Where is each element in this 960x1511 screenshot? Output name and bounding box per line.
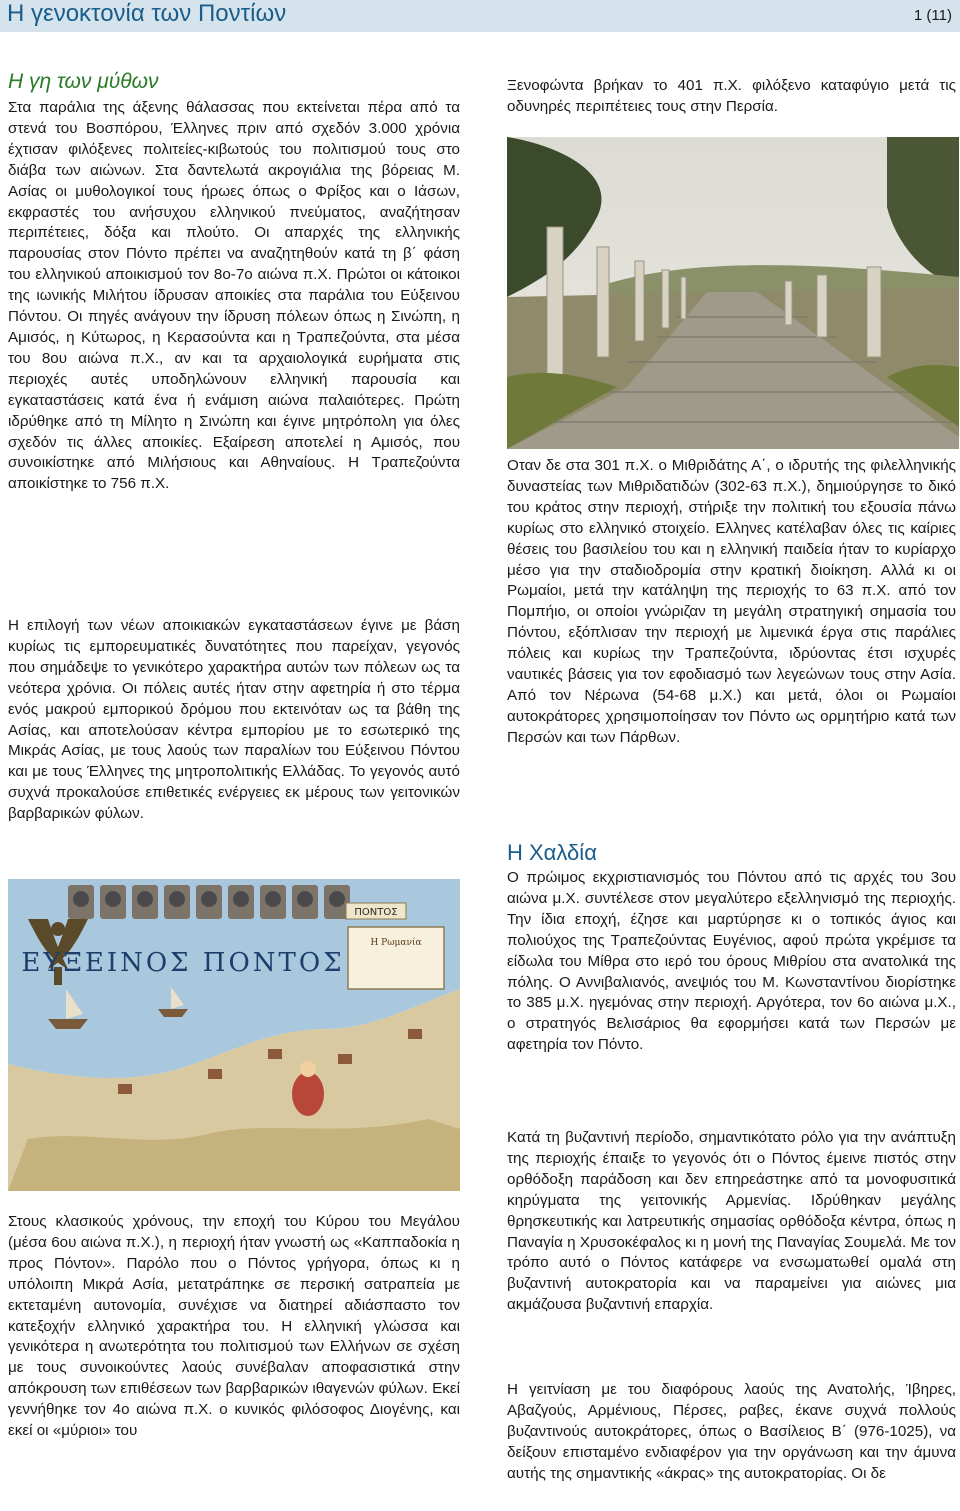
section-heading-chaldia: Η Χαλδία <box>507 840 597 865</box>
colonnade-road-illustration <box>507 137 959 449</box>
map-region-label: ΠΟΝΤΟΣ <box>354 907 398 918</box>
pontus-map-image <box>8 879 460 1191</box>
paragraph-text: Κατά τη βυζαντινή περίοδο, σημαντικότατο ρόλο για την ανάπτυξη της περιοχής έπαιξε το γεγονός ότι ο Πόντος έμεινε πιστός στην ορθόδοξη παράδοση και δεν επηρεάστηκε από τα μονοφυσιτικά κηρύγματα της γειτονικής Αρμενίας. Ιδρύθηκαν μεγάλης θρησκευτικής και λατρευτικής σημασίας ορθόδοξα κέντρα, όπως η Παναγία η Χρυσοκέφαλος κι η μονή της Παναγίας Σουμελά. Με τον τρόπο αυτό ο Πόντος κατάφερε να ενσωματωθεί ομαλά στη βυζαντινή αυτοκρατορία και να παραμείνει για αιώνες μια ακμάζουσα βυζαντινή επαρχία. <box>507 1129 956 1314</box>
paragraph-text: Ο πρώιμος εκχριστιανισμός του Πόντου από τις αρχές του 3ου αιώνα μ.Χ. συντέλεσε στον μεγαλύτερο εξελληνισμό της περιοχής. Την ίδια εποχή, έζησε και μαρτύρησε κι ο τοπικός άγιος και πολιούχος της Τραπεζούντας Ευγένιος, αφού πρώτα γκρέμισε τα είδωλα του Μίθρα στο ιερό του όρους Μιθρίου στα ανατολικά της πόλης. Ο Αννιβαλιανός, ανεψιός του Μ. Κωνσταντίνου διορίστηκε το 385 μ.Χ. ηγεμόνας στην περιοχή. Αργότερα, τον 6ο αιώνα μ.Χ., ο στρατηγός Βελισάριος θα εφορμήσει κατά των Περσών με αφετηρία τον Πόντο. <box>507 869 956 1054</box>
paragraph-text: Στους κλασικούς χρόνους, την εποχή του Κύρου του Μεγάλου (μέσα 6ου αιώνα π.Χ.), η περιοχή ήταν γνωστή ως «Καππαδοκία η προς Πόντον». Παρόλο που ο Πόντος γρήγορα, όπως κι η υπόλοιπη Μικρά Ασία, μετατράπηκε σε περσική σατραπεία με εκτεταμένη αυτονομία, συνέχισε να διατηρεί αδιάσπαστο τον κατεξοχήν ελληνικό χαρακτήρα του. Η ελληνική γλώσσα και γενικότερα η ανωτερότητα του πολιτισμού των Ελλήνων σε σχέση με τους συνοικούντες λαούς συνέβαλαν αποφασιστικά στην απόκρουση των επιθέσεων των βαρβαρικών ιθαγενών φύλων. Εκεί γεννήθηκε τον 4ο αιώνα π.Χ. ο κυνικός φιλόσοφος Διογένης, και εκεί οι «μύριοι» του <box>8 1213 460 1440</box>
left-paragraph-3 <box>8 1212 460 1442</box>
page-number: 1 (11) <box>913 7 952 24</box>
document-title: Η γενοκτονία των Ποντίων <box>7 0 287 27</box>
left-paragraph-2 <box>8 616 460 825</box>
map-sea-label: ΕΥΞΕΙΝΟΣ ΠΟΝΤΟΣ <box>21 948 345 978</box>
paragraph-text: Η επιλογή των νέων αποικιακών εγκαταστάσεων έγινε με βάση κυρίως τις εμπορευματικές δυνατότητες που παρείχαν, γεγονός που σημάδεψε το γενικότερο χαρακτήρα αυτών των πόλεων ως τα νεότερα χρόνια. Οι πόλεις αυτές ήταν στην αφετηρία ή στο τέρμα ενός μακρού εμπορικού δρόμου που εκτεινόταν ως τα βάθη της Ασίας, και αποτελούσαν κέντρα εμπορίου με το εσωτερικό της Μικράς Ασίας, με τους λαούς των παραλίων του Εύξεινου Πόντου και με τους Έλληνες της μητροπολιτικής Ελλάδας. Το γεγονός αυτό συχνά προκαλούσε επιθετικές ενέργειες εκ μέρους των γειτονικών βαρβαρικών φύλων. <box>8 617 460 823</box>
paragraph-text: Ξενοφώντα βρήκαν το 401 π.Χ. φιλόξενο καταφύγιο μετά τις οδυνηρές περιπέτειες τους στην Περσία. <box>507 77 956 115</box>
pontus-map-illustration <box>8 879 460 1191</box>
right-paragraph-4 <box>507 1380 956 1485</box>
paragraph-text: Η γειτνίαση με του διαφόρους λαούς της Ανατολής, Ίβηρες, Αβαζγούς, Αρμένιους, Πέρσες, ραβες, έκανε συχνά πολλούς βυζαντινούς αυτοκράτορες, όπως ο Βασίλειος Β΄ (976-1025), να δείξουν επισταμένο ενδιαφέρον για την οργάνωση και την άμυνα αυτής της σημαντικής «άκρας» της αυτοκρατορίας. Οι δε <box>507 1381 956 1482</box>
section-heading-myths: Η γη των μύθων <box>8 70 159 93</box>
right-paragraph-2 <box>507 868 956 1056</box>
paragraph-text: Στα παράλια της άξενης θάλασσας που εκτείνεται πέρα από τα στενά του Βοσπόρου, Έλληνες πριν από σχεδόν 3.000 χρόνια έχτισαν φιλόξενες πολιτείες-κιβωτούς του πολιτισμού τους στο διάβα των αιώνων. Στα δαντελωτά ακρογιάλια της βόρειας Μ. Ασίας οι μυθολογικοί τους ήρωες όπως ο Φρίξος και ο Ιάσων, εκφραστές του ανήσυχου ελληνικού πνεύματος, αναζήτησαν περιπέτειες, δόξα και πλούτο. Οι απαρχές της ελληνικής παρουσίας στον Πόντο πρέπει να αναζητηθούν κατά τη β΄ φάση του ελληνικού αποικισμού τον 8ο-7ο αιώνα π.Χ. Πρώτοι οι κάτοικοι της ιωνικής Μιλήτου ίδρυσαν αποικίες στα παράλια του Εύξεινου Πόντου. Οι πηγές ανάγουν την ίδρυση πόλεων όπως η Σινώπη, η Αμισός, η Κύτωρος, η Κερασούντα και η Τραπεζούντα, στα μέσα του 8ου αιώνα π.Χ., αν και τα αρχαιολογικά ευρήματα στις περιοχές αυτές υποδηλώνουν ελληνική παρουσία και εγκαταστάσεις κατά ένα ή ενάμιση αιώνα παλαιότερες. Πρώτη ιδρύθηκε από τη Μίλητο η Σινώπη και έγινε μητρόπολη για όλες σχεδόν τις άλλες αποικίες. Εξαίρεση αποτελεί η Αμισός, που συνοικίστηκε από Μιλήσιους και Αθηναίους. Η Τραπεζούντα αποικίστηκε το 756 π.Χ. <box>8 99 460 493</box>
right-paragraph-1 <box>507 456 956 749</box>
right-paragraph-0 <box>507 76 956 118</box>
ancient-road-photo <box>507 137 959 449</box>
left-paragraph-1 <box>8 98 460 495</box>
paragraph-text: Οταν δε στα 301 π.Χ. ο Μιθριδάτης Α΄, ο ιδρυτής της φιλελληνικής δυναστείας των Μιθριδατιδών (302-63 π.Χ.), δημιούργησε το δικό του κράτος στην περιοχή, στήριξε την πολιτική του εξουσία πάνω κυρίως στο ελληνικό στοιχείο. Ελληνες κατέλαβαν όλες τις καίριες θέσεις του βασιλείου του και η ελληνική παιδεία ήταν το κυρίαρχο μέσο για την σταδιοδρομία στην κρατική διοίκηση. Αλλά κι οι Ρωμαίοι, μετά την κατάληψη της περιοχής το 63 π.Χ. από τον Πομπήιο, οι οποίοι γνώριζαν τη μεγάλη στρατηγική σημασία του Πόντου, εξόπλισαν την περιοχή με λιμενικά έργα στις παράλιες πόλεις και κυρίως την Τραπεζούντα, ιδρύοντας έτσι ισχυρές ναυτικές βάσεις για τον εφοδιασμό των λεγεώνων τους στην Ασία. Από τον Νέρωνα (54-68 μ.Χ.) και μετά, όλοι οι Ρωμαίοι αυτοκράτορες χρησιμοποίησαν τον Πόντο ως ορμητήριο κατά των Περσών και των Πάρθων. <box>507 457 956 746</box>
map-note-label: Η Ρωμανία <box>370 938 422 948</box>
right-paragraph-3 <box>507 1128 956 1316</box>
page-header <box>0 0 960 32</box>
